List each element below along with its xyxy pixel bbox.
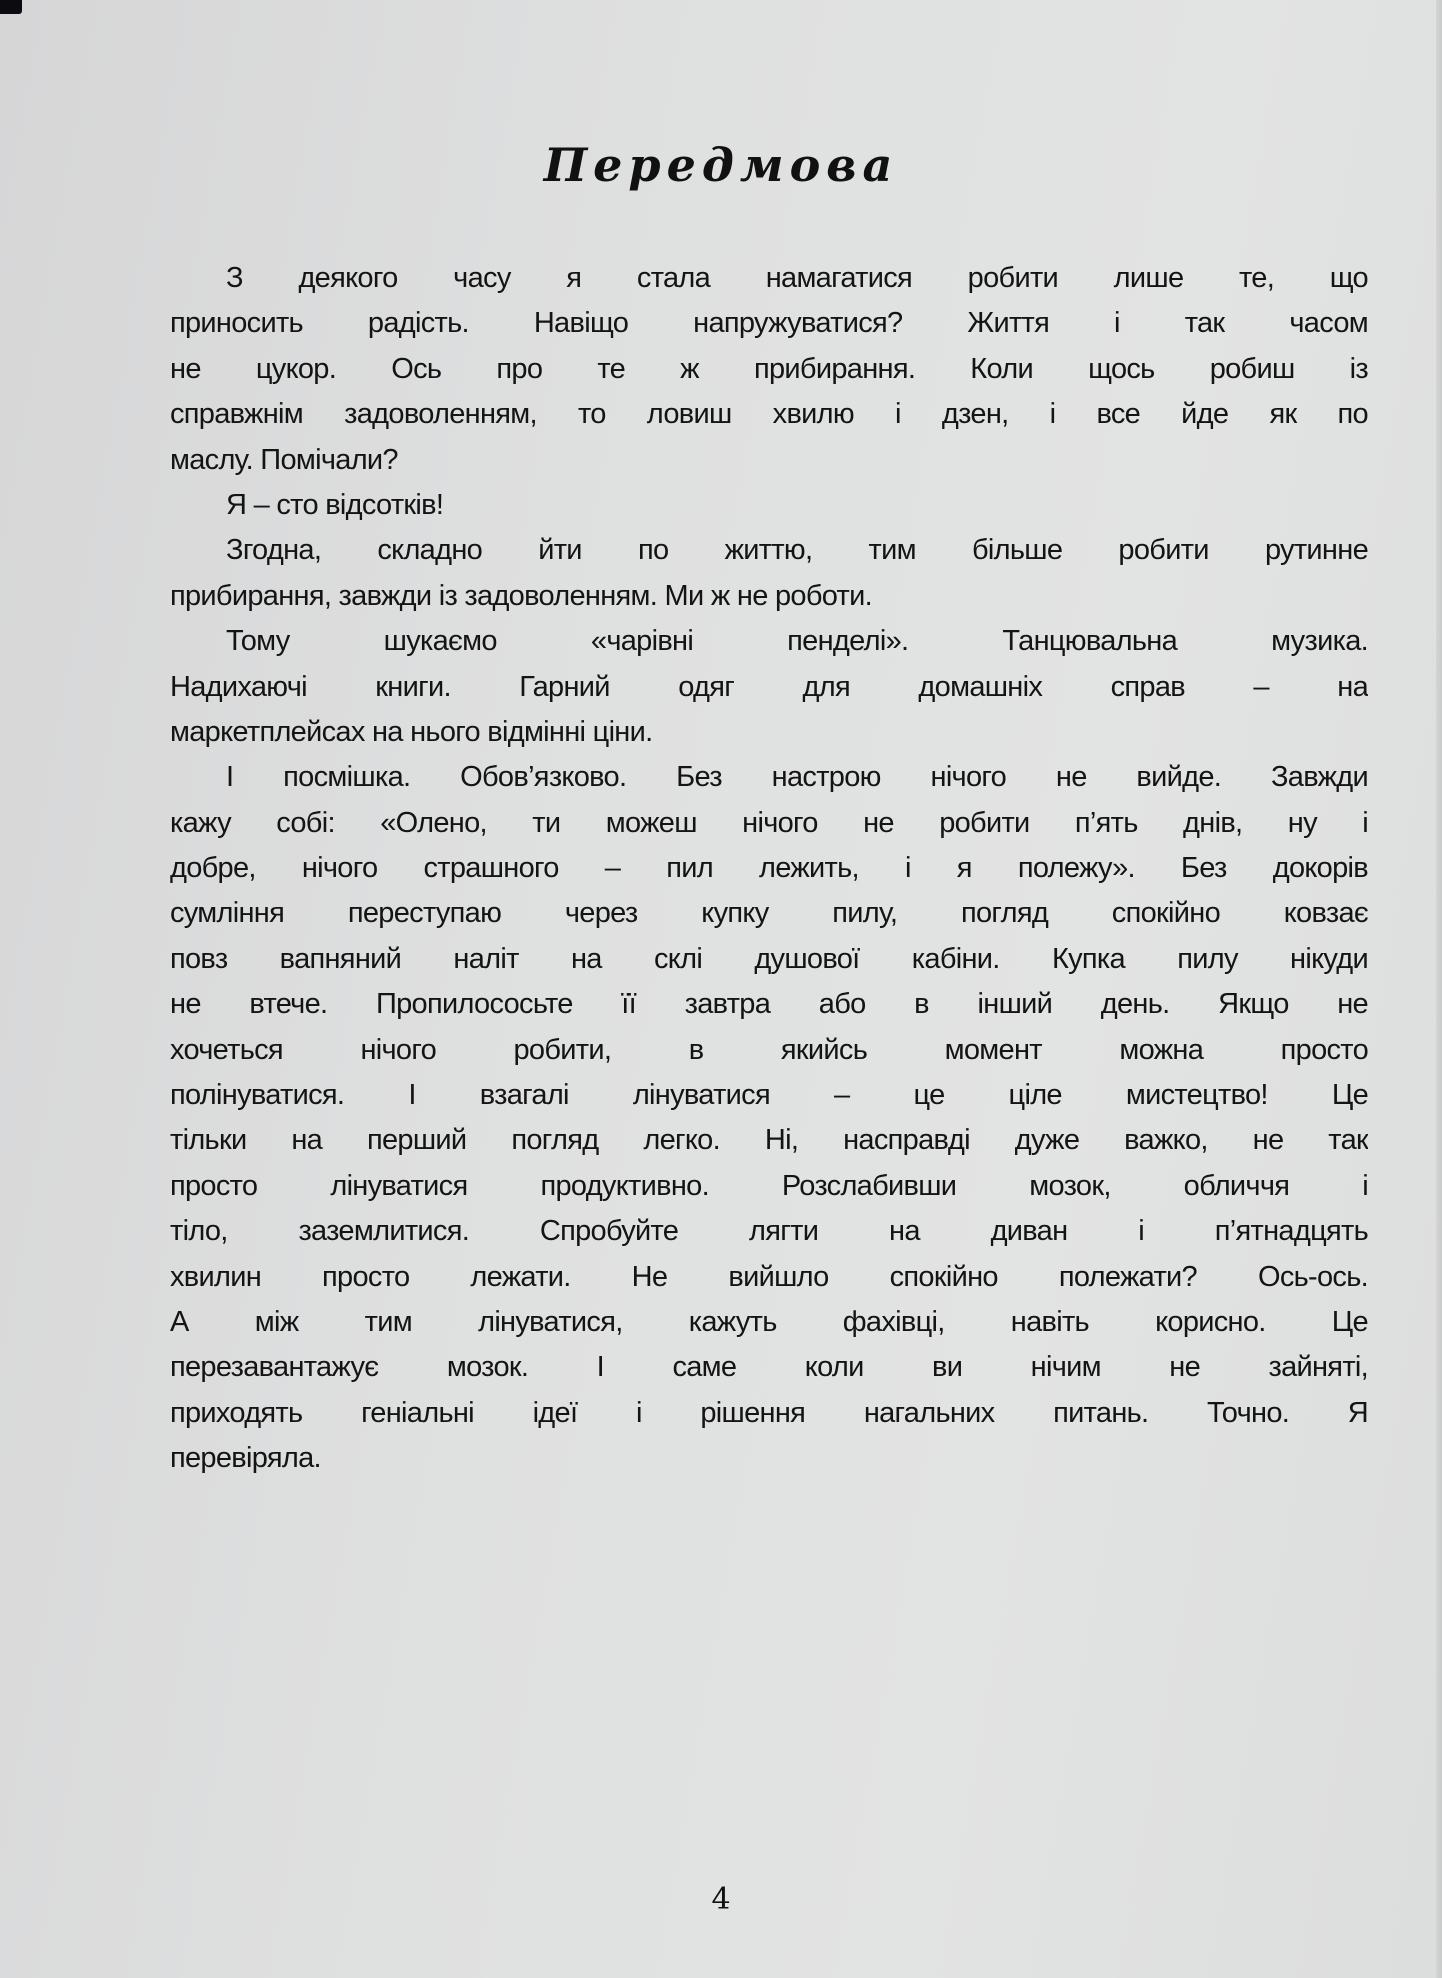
paragraph-1 [170, 256, 1368, 483]
text-line: тільки на перший погляд легко. Ні, насправді дуже важко, не так [170, 1124, 1368, 1157]
text-line: А між тим лінуватися, кажуть фахівці, навіть корисно. Це [170, 1305, 1368, 1338]
text-line: добре, нічого страшного – пил лежить, і я полежу». Без докорів [170, 852, 1368, 885]
page-edge [1436, 0, 1442, 1978]
text-line: сумління переступаю через купку пилу, погляд спокійно ковзає [170, 897, 1368, 930]
text-line: кажу собі: «Олено, ти можеш нічого не робити п’ять днів, ну і [170, 806, 1368, 839]
text-line: І посмішка. Обов’язково. Без настрою нічого не вийде. Завжди [226, 761, 1368, 794]
page-number: 4 [711, 1882, 731, 1917]
page-title: Передмова [543, 138, 899, 192]
paragraph-2 [170, 483, 1368, 528]
body-text [170, 256, 1368, 1482]
text-line: повз вапняний наліт на склі душової кабіни. Купка пилу нікуди [170, 942, 1368, 975]
text-line: З деякого часу я стала намагатися робити лише те, що [226, 262, 1368, 294]
text-line: Згодна, складно йти по життю, тим більше робити рутинне [226, 534, 1368, 567]
text-line: прибирання, завжди із задоволенням. Ми ж не роботи. [170, 579, 872, 612]
paragraph-5 [170, 755, 1368, 1481]
text-line: перевіряла. [170, 1442, 321, 1475]
text-line: приносить радість. Навіщо напружуватися? Життя і так часом [170, 307, 1368, 340]
text-line: Я – сто відсотків! [226, 488, 444, 521]
text-line: Надихаючі книги. Гарний одяг для домашніх справ – на [170, 670, 1368, 703]
text-line: не цукор. Ось про те ж прибирання. Коли щось робиш із [170, 352, 1368, 385]
text-line: справжнім задоволенням, то ловиш хвилю і дзен, і все йде як по [170, 398, 1368, 431]
text-line: маркетплейсах на нього відмінні ціни. [170, 715, 653, 748]
text-line: просто лінуватися продуктивно. Розслабивши мозок, обличчя і [170, 1169, 1368, 1202]
text-line: перезавантажує мозок. І саме коли ви нічим не зайняті, [170, 1351, 1368, 1384]
text-line: хочеться нічого робити, в якийсь момент можна просто [170, 1033, 1368, 1066]
paragraph-3 [170, 528, 1368, 619]
text-line: Тому шукаємо «чарівні пенделі». Танцювальна музика. [226, 625, 1368, 658]
paragraph-4 [170, 619, 1368, 755]
text-line: хвилин просто лежати. Не вийшло спокійно полежати? Ось-ось. [170, 1260, 1368, 1293]
corner-shadow [0, 0, 22, 14]
text-line: не втече. Пропилососьте її завтра або в інший день. Якщо не [170, 988, 1368, 1021]
text-line: маслу. Помічали? [170, 443, 398, 476]
text-line: тіло, заземлитися. Спробуйте лягти на диван і п’ятнадцять [170, 1215, 1368, 1248]
text-line: приходять геніальні ідеї і рішення нагальних питань. Точно. Я [170, 1396, 1368, 1429]
text-line: полінуватися. І взагалі лінуватися – це ціле мистецтво! Це [170, 1079, 1368, 1112]
